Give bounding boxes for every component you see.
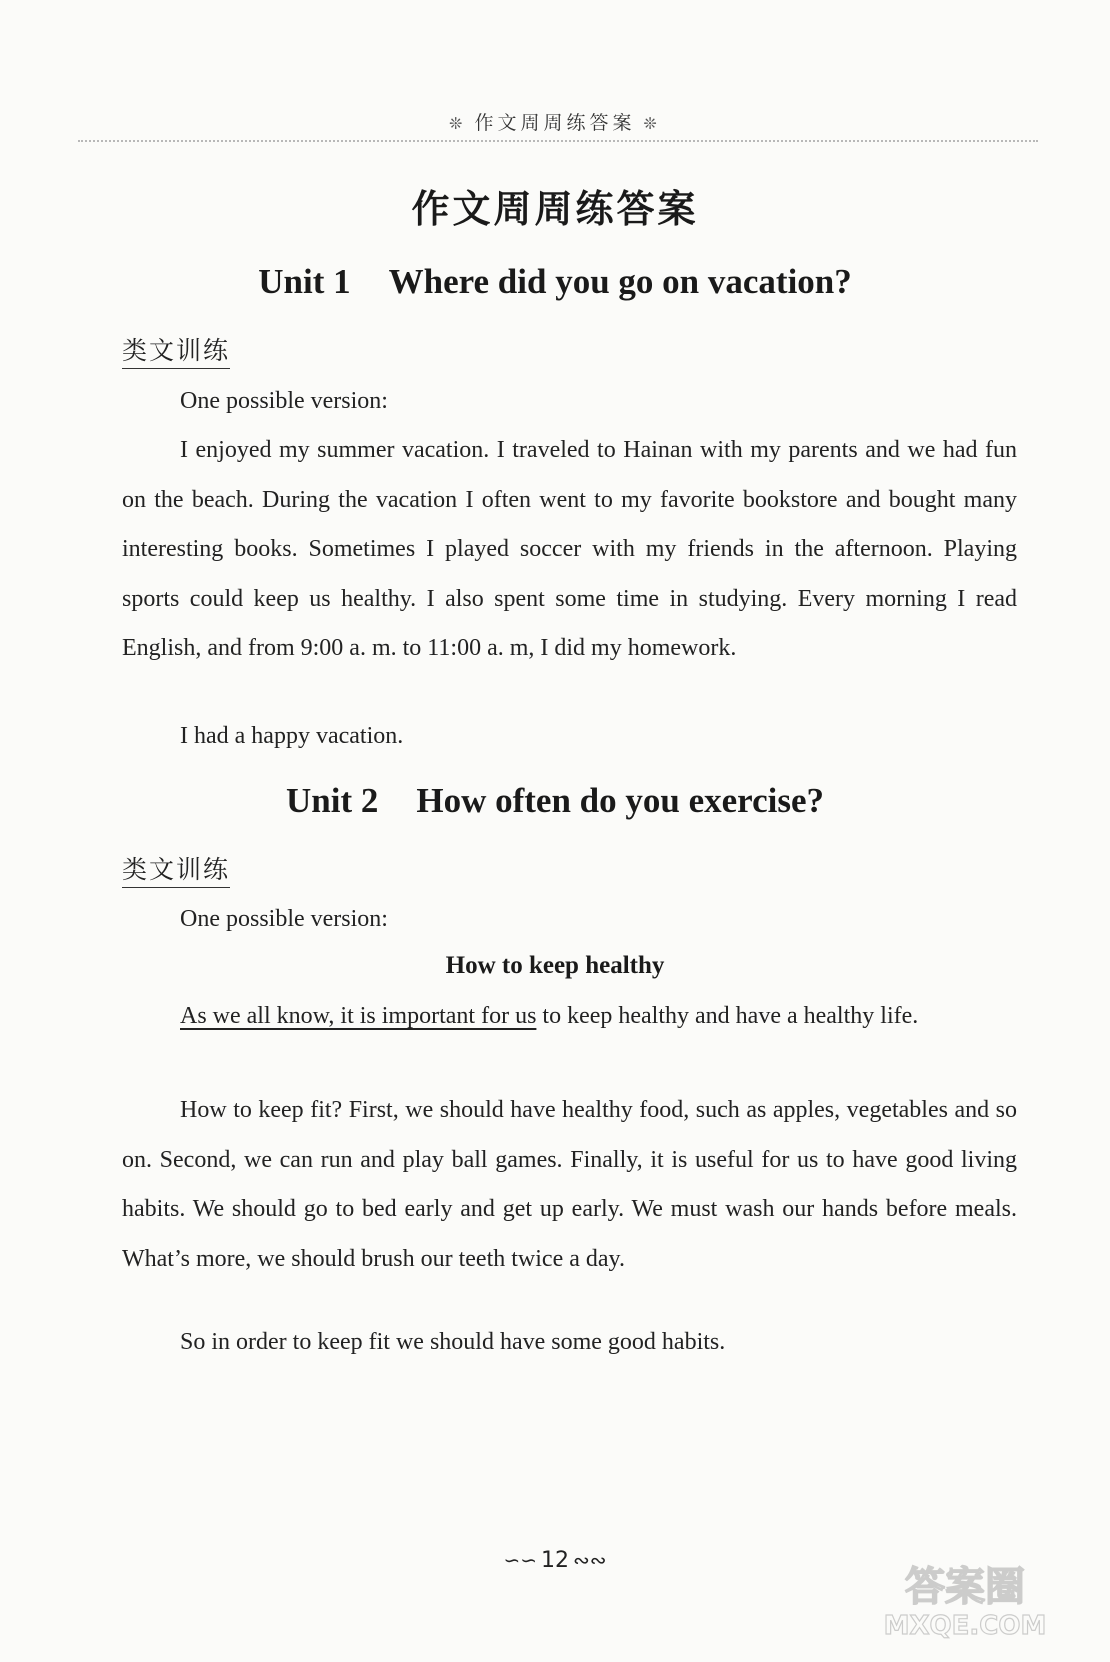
version-label: One possible version:: [180, 906, 388, 932]
header-divider: [78, 140, 1038, 142]
unit-2-heading: [0, 781, 1110, 821]
page-number-text: 12: [541, 1548, 569, 1573]
watermark-top-text: 答案圈: [905, 1564, 1025, 1610]
paragraph: So in order to keep fit we should have some good habits.: [180, 1329, 726, 1355]
paragraph: How to keep fit? First, we should have healthy food, such as apples, vegetables and so on. Second, we can run and play ball games. Finally, it is useful for us to have good living habits. We should go to bed early and get up early. We must wash our hands before meals. What’s more, we should brush our teeth twice a day.: [122, 1097, 1017, 1272]
paragraph: [122, 992, 1017, 1042]
flower-ornament-icon: ❊: [643, 114, 661, 133]
unit-title: How often do you exercise?: [416, 781, 824, 820]
paragraph: I enjoyed my summer vacation. I traveled to Hainan with my parents and we had fun on the beach. During the vacation I often went to my favorite bookstore and bought many interesting books. Sometimes I played soccer with my friends in the afternoon. Playing sports could keep us healthy. I also spent some time in studying. Every morning I read English, and from 9:00 a. m. to 11:00 a. m, I did my homework.: [122, 437, 1017, 662]
running-header-text: 作文周周练答案: [474, 112, 636, 134]
paragraph: I had a happy vacation.: [180, 723, 404, 749]
flower-ornament-icon: ❊: [449, 114, 467, 133]
swirl-ornament-icon: ∽∽: [503, 1548, 537, 1572]
watermark-bottom-text: MXQE.COM: [883, 1611, 1047, 1641]
page-title: 作文周周练答案: [411, 187, 699, 231]
unit-number: Unit 2: [285, 781, 379, 820]
watermark-logo: [850, 1552, 1080, 1642]
running-header: [0, 108, 1110, 135]
underlined-phrase: As we all know, it is important for us: [180, 1003, 537, 1029]
unit-title: Where did you go on vacation?: [388, 262, 852, 301]
unit-1-heading: [0, 262, 1110, 302]
version-label: One possible version:: [180, 388, 388, 414]
essay-title: How to keep healthy: [445, 952, 665, 979]
section-label: 类文训练: [122, 337, 230, 369]
paragraph-text: to keep healthy and have a healthy life.: [536, 1003, 919, 1029]
section-label: 类文训练: [122, 856, 230, 888]
swirl-ornament-icon: ∾∾: [573, 1548, 607, 1572]
unit-number: Unit 1: [258, 262, 351, 301]
